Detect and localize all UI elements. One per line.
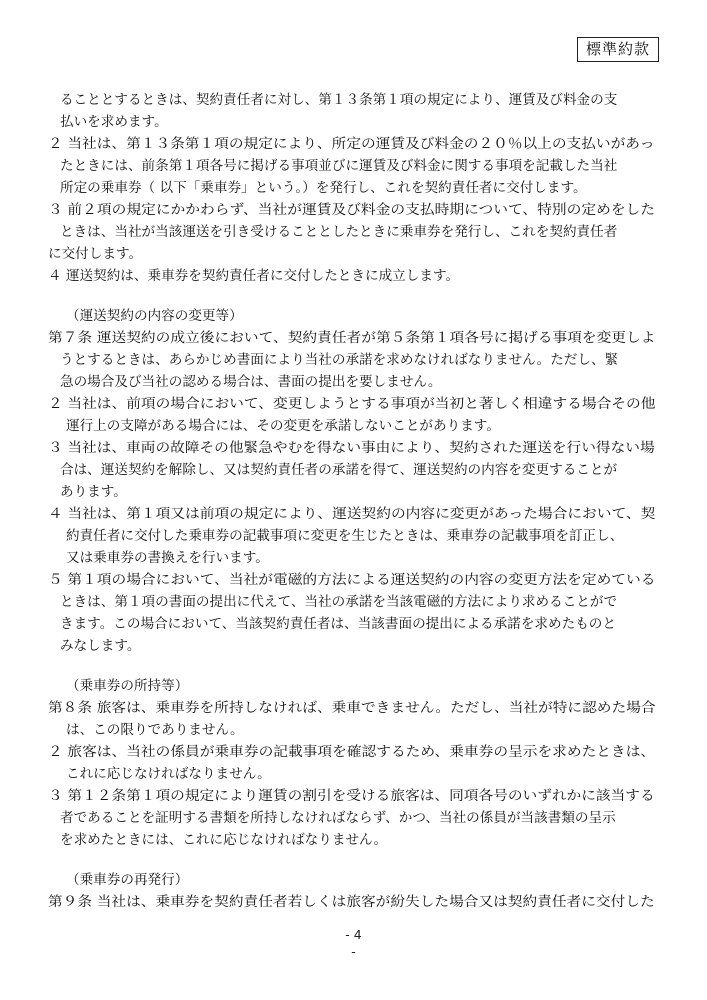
text-line: ２ 旅客は、当社の係員が乗車券の記載事項を確認するため、乗車券の呈示を求めたときは、: [48, 744, 656, 760]
text-line: ることとするときは、契約責任者に対し、第１３条第１項の規定により、運賃及び料金の支: [60, 92, 618, 108]
text-line: 第８条 旅客は、乗車券を所持しなければ、乗車できません。ただし、当社が特に認めた場合: [48, 700, 656, 716]
text-line: ３ 第１２条第１項の規定により運賃の割引を受ける旅客は、同項各号のいずれかに該当する: [48, 788, 655, 804]
text-line: 約責任者に交付した乗車券の記載事項に変更を生じたときは、乗車券の記載事項を訂正し、: [66, 528, 624, 544]
text-line: ５ 第１項の場合において、当社が電磁的方法による運送契約の内容の変更方法を定めている: [48, 572, 656, 588]
text-line: ２ 当社は、前項の場合において、変更しようとする事項が当初と著しく相違する場合その他: [48, 396, 656, 412]
page-number: - 4: [345, 927, 362, 942]
text-line: 第９条 当社は、乗車券を契約責任者若しくは旅客が紛失した場合又は契約責任者に交付した: [48, 894, 655, 910]
text-line: うとするときは、あらかじめ書面により当社の承諾を求めなければなりません。ただし、緊: [60, 352, 619, 368]
page-number-dash: -: [351, 944, 356, 959]
text-line: みなします。: [60, 638, 141, 654]
text-line: を求めたときには、これに応じなければなりません。: [60, 832, 388, 848]
text-line: 者であることを証明する書類を所持しなければならず、かつ、当社の係員が当該書類の呈示: [60, 810, 616, 826]
text-line: あります。: [60, 484, 127, 500]
text-line: ４ 運送契約は、乗車券を契約責任者に交付したときに成立します。: [48, 268, 460, 284]
section-heading: （運送契約の内容の変更等）: [66, 308, 243, 324]
text-line: ３ 前２項の規定にかかわらず、当社が運賃及び料金の支払時期について、特別の定めをした: [48, 202, 656, 218]
text-line: に交付します。: [48, 246, 143, 262]
section-heading: （乗車券の所持等）: [66, 678, 189, 694]
text-line: ときは、第１項の書面の提出に代えて、当社の承諾を当該電磁的方法により求めることがで: [60, 594, 618, 610]
text-line: 運行上の支障がある場合には、その変更を承諾しないことがあります。: [66, 418, 500, 434]
text-line: これに応じなければなりません。: [66, 766, 271, 782]
text-line: ４ 当社は、第１項又は前項の規定により、運送契約の内容に変更があった場合において、契: [48, 506, 656, 522]
text-line: 第７条 運送契約の成立後において、契約責任者が第５条第１項各号に掲げる事項を変更しよ: [48, 330, 656, 346]
text-line: 合は、運送契約を解除し、又は契約責任者の承諾を得て、運送契約の内容を変更することが: [60, 462, 618, 478]
text-line: きます。この場合において、当該契約責任者は、当該書面の提出による承諾を求めたものと: [60, 616, 616, 632]
text-line: は、この限りでありません。: [66, 722, 244, 738]
text-line: ２ 当社は、第１３条第１項の規定により、所定の運賃及び料金の２０％以上の支払いがあっ: [48, 136, 655, 152]
section-heading: （乗車券の再発行）: [66, 872, 189, 888]
text-line: 払いを求めます。: [60, 114, 168, 130]
text-line: たときには、前条第１項各号に掲げる事項並びに運賃及び料金に関する事項を記載した当社: [60, 158, 618, 174]
text-line: 又は乗車券の書換えを行います。: [66, 550, 269, 566]
text-line: ときは、当社が当該運送を引き受けることとしたときに乗車券を発行し、これを契約責任者: [60, 224, 618, 240]
text-line: ３ 当社は、車両の故障その他緊急やむを得ない事由により、契約された運送を行い得ない場: [48, 440, 655, 456]
text-line: 所定の乗車券（ 以下「乗車券」という。）を発行し、これを契約責任者に交付します。: [60, 180, 587, 196]
document-type-badge: 標準約款: [577, 37, 659, 62]
text-line: 急の場合及び当社の認める場合は、書面の提出を要しません。: [60, 374, 442, 390]
